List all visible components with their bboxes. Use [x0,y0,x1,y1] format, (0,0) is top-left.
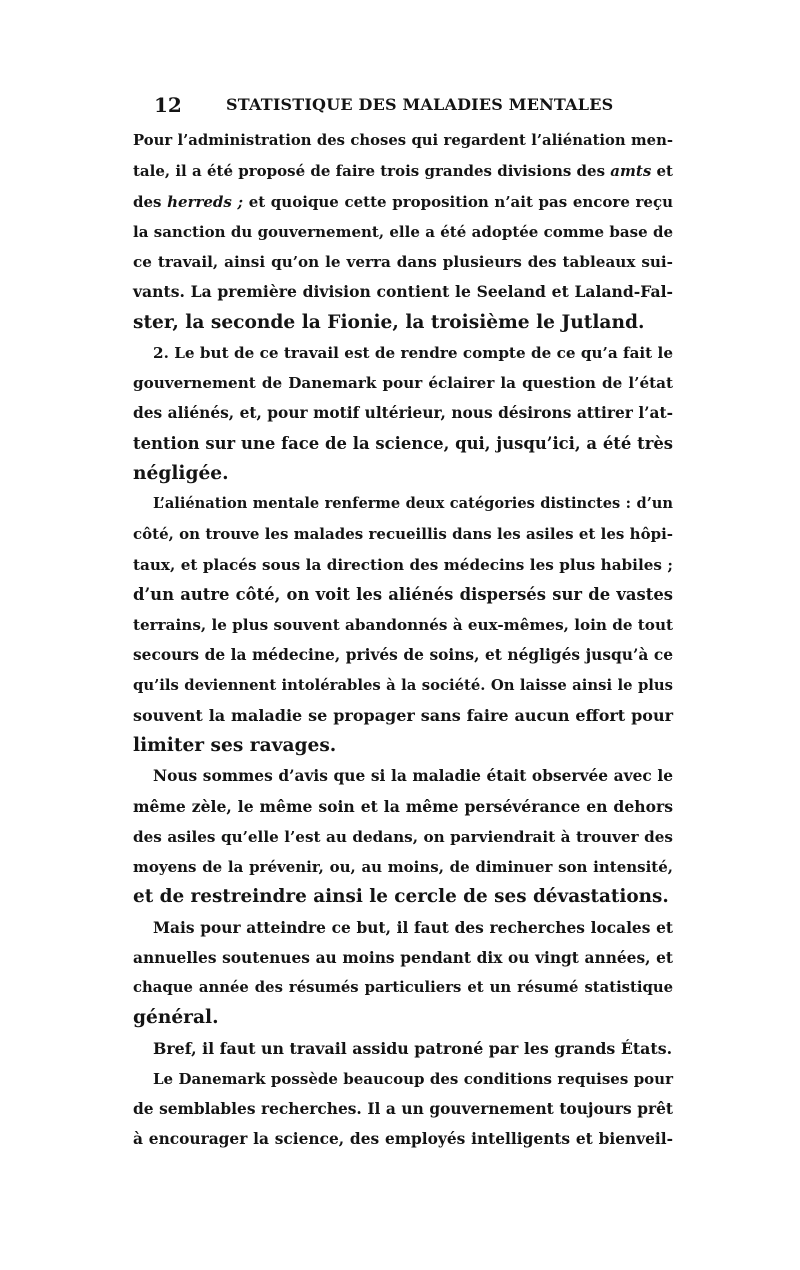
text-line: Le Danemark possède beaucoup des conditions requises pour [153,1069,673,1088]
text-line: taux, et placés sous la direction des médecins les plus habiles ; [133,555,673,574]
text-line: à encourager la science, des employés intelligents et bienveil- [133,1130,673,1149]
text-line: annuelles soutenues au moins pendant dix ou vingt années, et [133,948,673,967]
body-text [133,126,673,1155]
text-line: des aliénés, et, pour motif ultérieur, nous désirons attirer l’at- [133,404,673,423]
text-line: moyens de la prévenir, ou, au moins, de diminuer son intensité, [133,858,673,876]
text-line: de semblables recherches. Il a un gouvernement toujours prêt [133,1100,673,1118]
text-line: gouvernement de Danemark pour éclairer la question de l’état [133,374,673,392]
text-line: souvent la maladie se propager sans faire aucun effort pour [133,705,673,725]
text-line: 2. Le but de ce travail est de rendre compte de ce qu’a fait le [153,343,673,362]
text-line: des herreds ; et quoique cette proposition n’ait pas encore reçu [133,192,673,211]
text-line: qu’ils deviennent intolérables à la société. On laisse ainsi le plus [133,676,673,694]
text-line: Mais pour atteindre ce but, il faut des recherches locales et [153,918,673,937]
text-line: chaque année des résumés particuliers et un résumé statistique [133,979,673,996]
text-line: terrains, le plus souvent abandonnés à eux-mêmes, loin de tout [133,616,673,634]
text-line: Nous sommes d’avis que si la maladie était observée avec le [153,767,673,786]
page-header [126,92,674,118]
text-line: négligée. [133,462,229,484]
text-line: limiter ses ravages. [133,735,337,756]
text-line: côté, on trouve les malades recueillis dans les asiles et les hôpi- [133,525,673,544]
text-line: tale, il a été proposé de faire trois grandes divisions des amts et [133,162,673,181]
text-line: tention sur une face de la science, qui, jusqu’ici, a été très [133,433,673,453]
text-line: L’aliénation mentale renferme deux catégories distinctes : d’un [153,495,673,512]
text-line: général. [133,1007,219,1029]
text-line: secours de la médecine, privés de soins, et négligés jusqu’à ce [133,646,673,665]
italic-term: herreds ; [167,192,244,211]
page-number: 12 [154,93,182,117]
text-line: même zèle, le même soin et la même persévérance en dehors [133,796,673,816]
text-line: Bref, il faut un travail assidu patroné par les grands États. [153,1038,673,1058]
text-line: vants. La première division contient le Seeland et Laland-Fal- [133,282,673,302]
text-line: ce travail, ainsi qu’on le verra dans plusieurs des tableaux sui- [133,253,673,271]
text-line: des asiles qu’elle l’est au dedans, on parviendrait à trouver des [133,827,673,846]
text-line: et de restreindre ainsi le cercle de ses dévastations. [133,886,669,908]
text-line: d’un autre côté, on voit les aliénés dispersés sur de vastes [133,584,673,604]
text-line: Pour l’administration des choses qui regardent l’aliénation men- [133,132,673,149]
text-line: la sanction du gouvernement, elle a été adoptée comme base de [133,222,673,241]
text-line: ster, la seconde la Fionie, la troisième le Jutland. [133,311,645,333]
italic-term: amts [610,162,652,181]
running-head: STATISTIQUE DES MALADIES MENTALES [226,95,614,114]
